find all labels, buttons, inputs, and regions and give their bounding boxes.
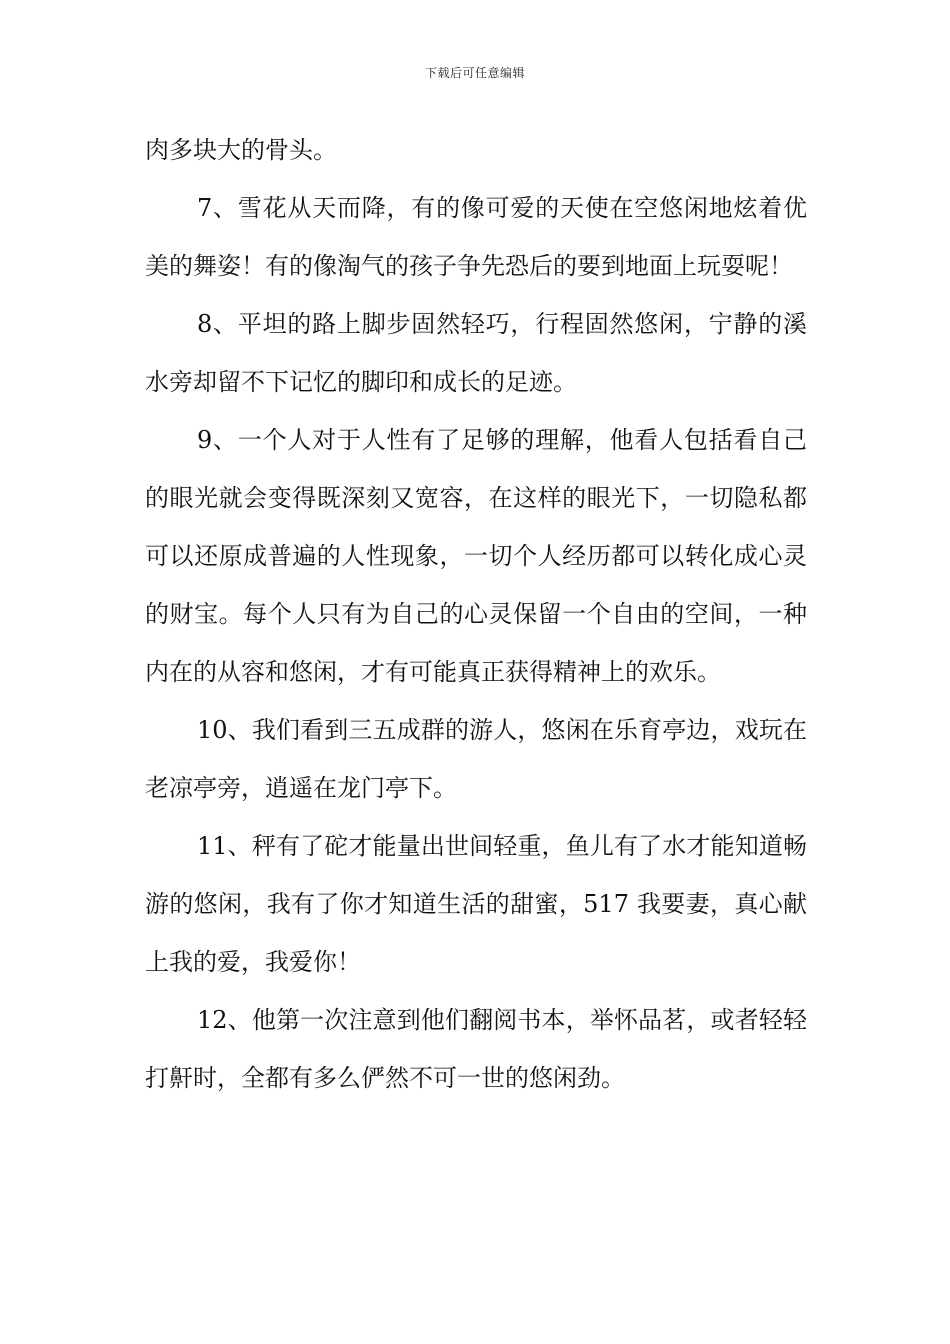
page-header: 下载后可任意编辑 bbox=[424, 66, 525, 80]
paragraph-item-12: 12、他第一次注意到他们翻阅书本，举怀品茗，或者轻轻打鼾时，全都有多么俨然不可一世的悠闲劲。 bbox=[145, 1006, 807, 1092]
paragraph-item-7: 7、雪花从天而降，有的像可爱的天使在空悠闲地炫着优美的舞姿！有的像淘气的孩子争先恐后的要到地面上玩耍呢！ bbox=[145, 194, 807, 280]
paragraph-item-8: 8、平坦的路上脚步固然轻巧，行程固然悠闲，宁静的溪水旁却留不下记忆的脚印和成长的足迹。 bbox=[145, 310, 807, 396]
paragraph-item-11: 11、秤有了砣才能量出世间轻重，鱼儿有了水才能知道畅游的悠闲，我有了你才知道生活的甜蜜，517 我要妻，真心献上我的爱，我爱你！ bbox=[145, 832, 807, 976]
paragraph-continuation: 肉多块大的骨头。 bbox=[145, 136, 337, 164]
paragraph-item-9: 9、一个人对于人性有了足够的理解，他看人包括看自己的眼光就会变得既深刻又宽容，在这样的眼光下，一切隐私都可以还原成普遍的人性现象，一切个人经历都可以转化成心灵的财宝。每个人只有为自己的心灵保留一个自由的空间，一种内在的从容和悠闲，才有可能真正获得精神上的欢乐。 bbox=[145, 426, 807, 686]
paragraph-item-10: 10、我们看到三五成群的游人，悠闲在乐育亭边，戏玩在老凉亭旁，逍遥在龙门亭下。 bbox=[145, 716, 807, 802]
document-body bbox=[145, 121, 807, 1107]
